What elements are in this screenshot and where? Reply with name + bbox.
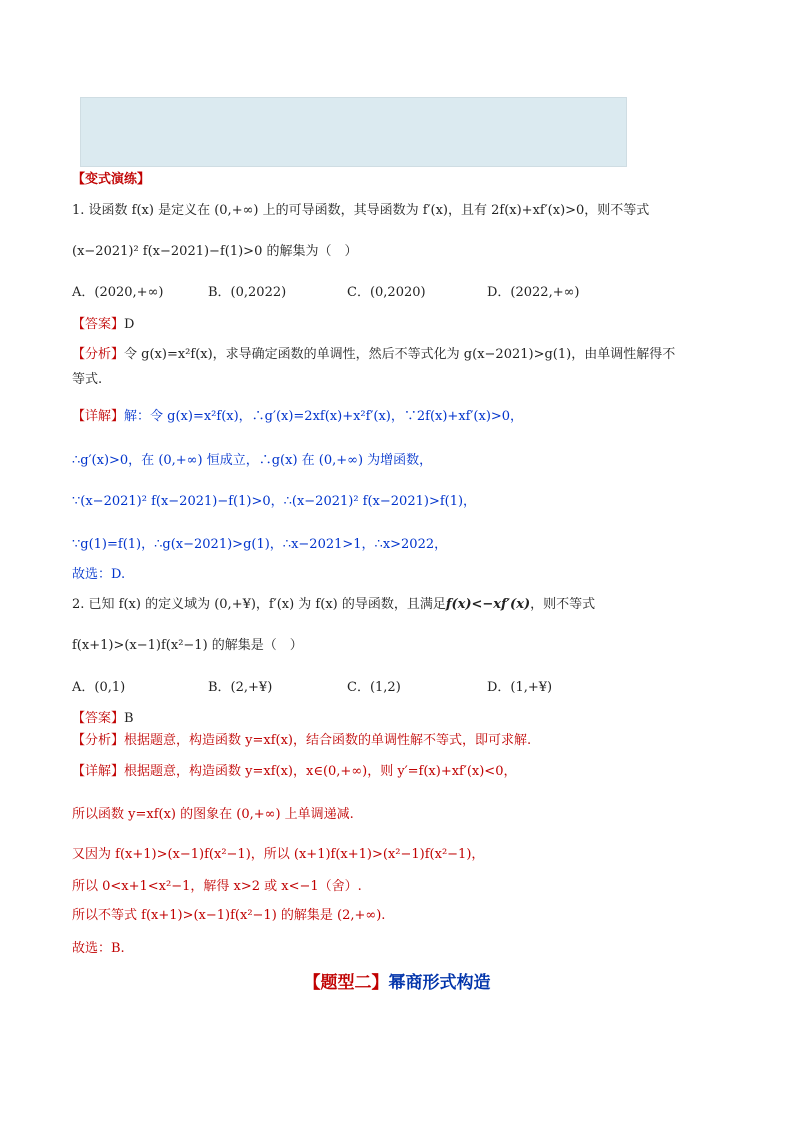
analysis-text: 根据题意，构造函数 y=xf(x)，结合函数的单调性解不等式，即可求解. <box>124 733 532 748</box>
q2-option-c: C．(1,2) <box>347 680 401 695</box>
analysis-tag: 【分析】 <box>72 347 125 362</box>
q1-conclusion: 故选：D. <box>72 567 126 582</box>
q1-option-b: B．(0,2022) <box>208 285 287 300</box>
section-title: 【变式演练】 <box>72 172 151 187</box>
q1-option-d: D．(2022,+∞) <box>487 285 580 300</box>
answer-tag: 【答案】 <box>72 317 125 332</box>
detail-text: 解：令 g(x)=x²f(x)，∴g′(x)=2xf(x)+x²f′(x)，∵2f(x)+xf′(x)>0， <box>124 409 524 424</box>
analysis-text: 令 g(x)=x²f(x)，求导确定函数的单调性，然后不等式化为 g(x−2021)>g(1)，由单调性解得不 <box>124 347 676 362</box>
q2-detail3: 又因为 f(x+1)>(x−1)f(x²−1)，所以 (x+1)f(x+1)>(x²−1)f(x²−1)， <box>72 847 485 862</box>
q1-detail2: ∴g′(x)>0，在 (0,+∞) 恒成立，∴g(x) 在 (0,+∞) 为增函数， <box>72 453 433 468</box>
q2-line1-bold: f(x)<−xf′(x) <box>445 597 531 612</box>
answer-value: D <box>124 317 135 332</box>
q1-option-c: C．(0,2020) <box>347 285 426 300</box>
q2-detail5: 所以不等式 f(x+1)>(x−1)f(x²−1) 的解集是 (2,+∞). <box>72 908 386 923</box>
q1-option-a: A．(2020,+∞) <box>72 285 164 300</box>
q2-detail2: 所以函数 y=xf(x) 的图象在 (0,+∞) 上单调递减. <box>72 807 354 822</box>
q1-analysis <box>72 347 675 363</box>
q2-answer <box>72 711 134 727</box>
q1-detail1 <box>72 409 523 425</box>
detail-text: 根据题意，构造函数 y=xf(x)，x∈(0,+∞)，则 y′=f(x)+xf′(x)<0， <box>124 764 517 779</box>
q2-line1 <box>72 597 595 613</box>
q1-analysis-cont: 等式. <box>72 372 103 387</box>
section-heading <box>0 968 794 993</box>
q2-option-b: B．(2,+¥) <box>208 680 273 695</box>
q2-line1-post: ，则不等式 <box>530 597 596 612</box>
q1-answer <box>72 317 134 333</box>
shaded-box <box>80 97 627 167</box>
q2-option-a: A．(0,1) <box>72 680 126 695</box>
q1-detail3: ∵(x−2021)² f(x−2021)−f(1)>0，∴(x−2021)² f(x−2021)>f(1)， <box>72 494 477 509</box>
heading-bracket: 【题型二】 <box>303 973 389 993</box>
q1-line1: 1. 设函数 f(x) 是定义在 (0,+∞) 上的可导函数，其导函数为 f′(x)，且有 2f(x)+xf′(x)>0，则不等式 <box>72 203 650 218</box>
detail-tag: 【详解】 <box>72 764 125 779</box>
heading-text: 幂商形式构造 <box>388 973 491 993</box>
q2-line1-pre: 2. 已知 f(x) 的定义域为 (0,+¥)，f′(x) 为 f(x) 的导函数，且满足 <box>72 597 446 612</box>
detail-tag: 【详解】 <box>72 409 125 424</box>
q1-detail4: ∵g(1)=f(1)，∴g(x−2021)>g(1)，∴x−2021>1，∴x>2022， <box>72 537 448 552</box>
answer-tag: 【答案】 <box>72 711 125 726</box>
answer-value: B <box>124 711 134 726</box>
q2-analysis <box>72 733 531 749</box>
q2-line2: f(x+1)>(x−1)f(x²−1) 的解集是（ ） <box>72 638 303 653</box>
analysis-tag: 【分析】 <box>72 733 125 748</box>
q2-conclusion: 故选：B. <box>72 941 125 956</box>
q2-detail1 <box>72 764 516 780</box>
q1-line2: (x−2021)² f(x−2021)−f(1)>0 的解集为（ ） <box>72 244 358 259</box>
q2-option-d: D．(1,+¥) <box>487 680 553 695</box>
q2-detail4: 所以 0<x+1<x²−1，解得 x>2 或 x<−1（舍）. <box>72 879 362 894</box>
